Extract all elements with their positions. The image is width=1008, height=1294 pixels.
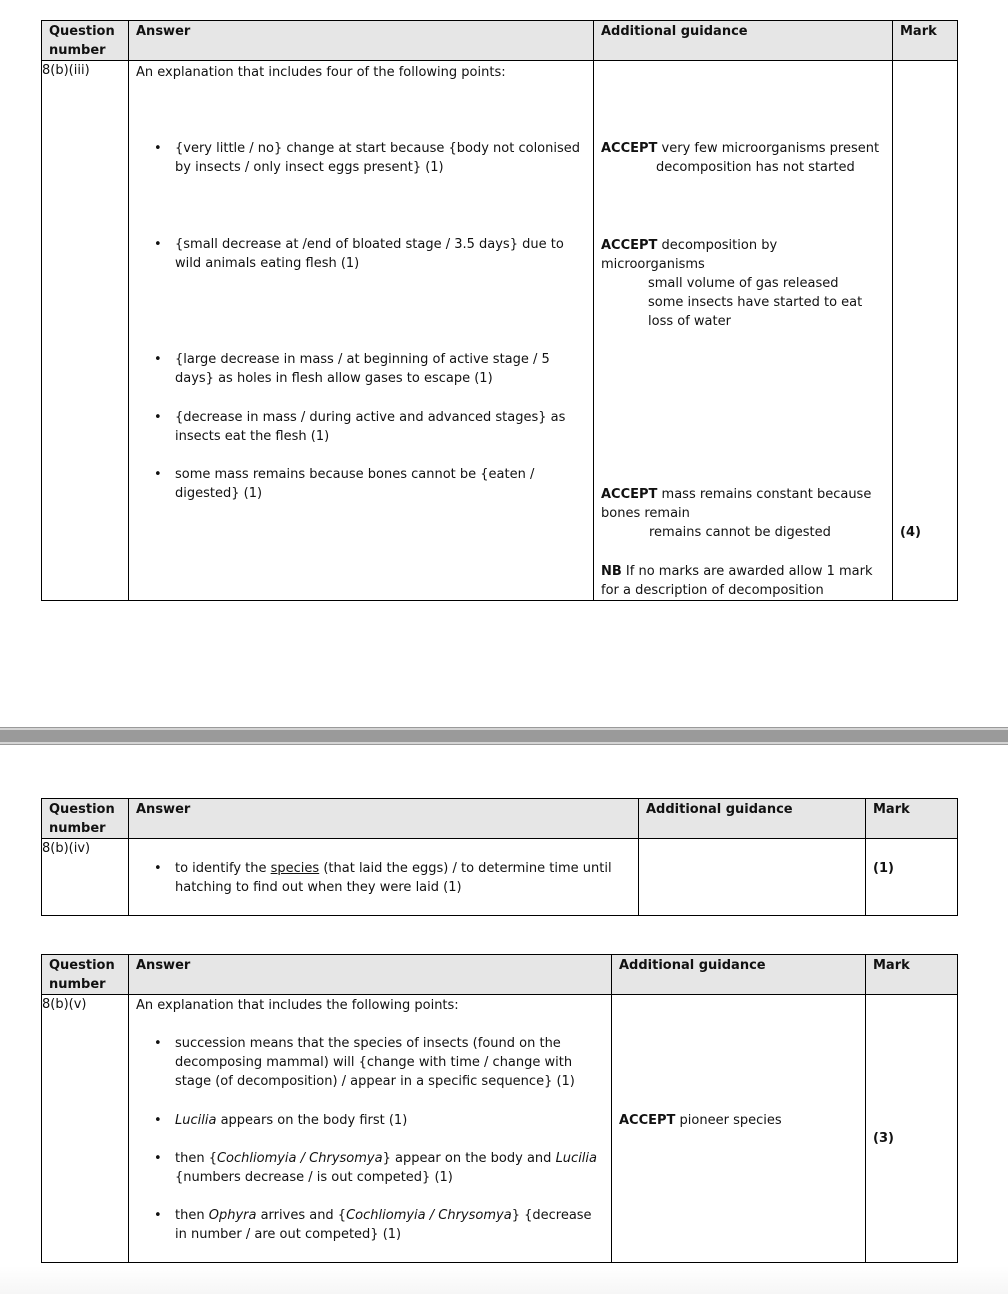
mark-value: (4) xyxy=(900,525,921,540)
bullet-icon: • xyxy=(154,352,162,367)
page-bottom-shadow xyxy=(0,1266,1008,1294)
mark-scheme-table-8bv xyxy=(41,954,958,1263)
answer-points xyxy=(129,1034,611,1244)
header-mark: Mark xyxy=(866,955,958,995)
question-number: 8(b)(iii) xyxy=(42,61,129,601)
header-question-number: Question number xyxy=(42,799,129,839)
guidance-accept-3: ACCEPT mass remains constant because bones remain remains cannot be digested xyxy=(601,487,872,540)
header-question-number: Question number xyxy=(42,21,129,61)
answer-cell xyxy=(129,839,639,916)
guidance-nb: NB If no marks are awarded allow 1 mark for a description of decomposition xyxy=(601,564,873,598)
question-number: 8(b)(iv) xyxy=(42,839,129,916)
header-mark: Mark xyxy=(866,799,958,839)
bullet-icon: • xyxy=(154,861,162,876)
guidance-cell xyxy=(594,61,893,601)
guidance-accept-2: ACCEPT decomposition by microorganisms small volume of gas released some insects have started to eat loss of water xyxy=(601,238,863,329)
answer-point: • then {Cochliomyia / Chrysomya} appear on the body and Lucilia {numbers decrease / is out competed} (1) xyxy=(154,1151,597,1185)
header-answer: Answer xyxy=(129,955,612,995)
mark-value: (3) xyxy=(873,1131,894,1146)
header-answer: Answer xyxy=(129,799,639,839)
answer-intro: An explanation that includes four of the following points: xyxy=(136,65,506,80)
mark-cell xyxy=(866,995,958,1263)
table-row xyxy=(42,61,958,601)
bullet-icon: • xyxy=(154,1208,162,1223)
header-additional-guidance: Additional guidance xyxy=(594,21,893,61)
bullet-icon: • xyxy=(154,141,162,156)
table-row xyxy=(42,839,958,916)
question-number: 8(b)(v) xyxy=(42,995,129,1263)
mark-scheme-table-8biv xyxy=(41,798,958,916)
answer-point: • {decrease in mass / during active and advanced stages} as insects eat the flesh (1) xyxy=(154,410,566,444)
guidance-cell xyxy=(612,995,866,1263)
answer-point: • {small decrease at /end of bloated stage / 3.5 days} due to wild animals eating flesh (1) xyxy=(154,237,564,271)
answer-cell xyxy=(129,995,612,1263)
answer-point: • then Ophyra arrives and {Cochliomyia / Chrysomya} {decrease in number / are out competed} (1) xyxy=(154,1208,592,1242)
header-question-number: Question number xyxy=(42,955,129,995)
header-mark: Mark xyxy=(893,21,958,61)
header-row xyxy=(42,21,958,61)
answer-cell xyxy=(129,61,594,601)
answer-point: • Lucilia appears on the body first (1) xyxy=(154,1113,408,1128)
guidance-cell xyxy=(639,839,866,916)
bullet-icon: • xyxy=(154,1113,162,1128)
answer-point: • {large decrease in mass / at beginning of active stage / 5 days} as holes in flesh allow gases to escape (1) xyxy=(154,352,550,386)
answer-point: • to identify the species (that laid the eggs) / to determine time until hatching to find out when they were laid (1) xyxy=(154,861,612,895)
mark-scheme-table-8biii xyxy=(41,20,958,601)
header-row xyxy=(42,799,958,839)
guidance-accept-1: ACCEPT very few microorganisms present decomposition has not started xyxy=(601,141,880,175)
guidance-accept: ACCEPT pioneer species xyxy=(619,1113,782,1128)
bullet-icon: • xyxy=(154,1151,162,1166)
bullet-icon: • xyxy=(154,237,162,252)
page-divider xyxy=(0,728,1008,744)
answer-intro: An explanation that includes the following points: xyxy=(136,998,459,1013)
bullet-icon: • xyxy=(154,410,162,425)
answer-points xyxy=(129,139,593,503)
mark-cell xyxy=(866,839,958,916)
bullet-icon: • xyxy=(154,467,162,482)
answer-point: • succession means that the species of insects (found on the decomposing mammal) will {change with time / change with stage (of decomposition) / appear in a specific sequence} (1) xyxy=(154,1036,575,1089)
answer-points xyxy=(129,859,638,897)
header-answer: Answer xyxy=(129,21,594,61)
mark-cell xyxy=(893,61,958,601)
header-additional-guidance: Additional guidance xyxy=(612,955,866,995)
bullet-icon: • xyxy=(154,1036,162,1051)
answer-point: • some mass remains because bones cannot be {eaten / digested} (1) xyxy=(154,467,535,501)
answer-point: • {very little / no} change at start because {body not colonised by insects / only insect eggs present} (1) xyxy=(154,141,581,175)
mark-value: (1) xyxy=(873,861,894,876)
header-additional-guidance: Additional guidance xyxy=(639,799,866,839)
table-row xyxy=(42,995,958,1263)
header-row xyxy=(42,955,958,995)
